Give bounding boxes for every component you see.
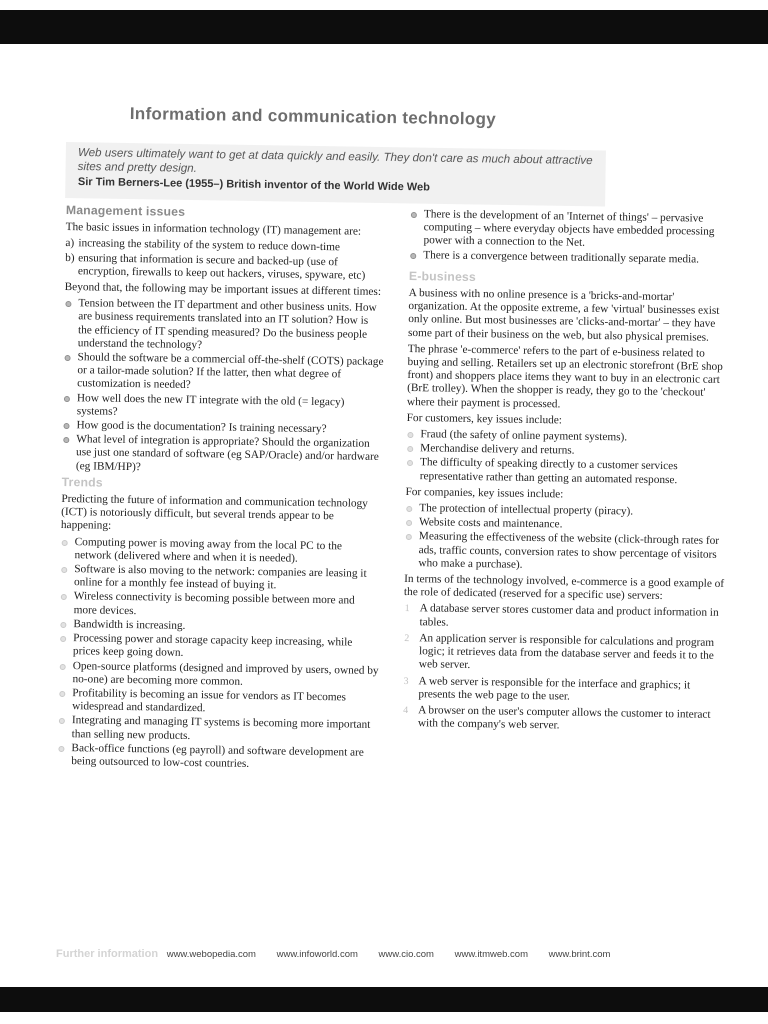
list-item: There is the development of an 'Internet of things' – pervasive computing – where everyday objects have embedded processing power with a connection to the Net. (409, 208, 730, 253)
customers-intro: For customers, key issues include: (406, 411, 563, 427)
list-marker: b) (65, 251, 75, 264)
ebusiness-paragraph-1: A business with no online presence is a 'bricks-and-mortar' organization. At the opposite extreme, a few 'virtual' businesses exist only online. But most businesses are 'clicks-and-mortar' – they have some part of their business on the web, but also physical premises. (407, 287, 720, 344)
footer-link[interactable]: www.brint.com (548, 949, 611, 960)
list-item: Processing power and storage capacity keep increasing, while prices keep going down. (59, 632, 379, 663)
list-number: 2 (404, 632, 410, 644)
trends-heading: Trends (61, 474, 103, 490)
list-item: Tension between the IT department and other business units. How are business requirements translated into an IT solution? How is the efficiency of IT spending measured? Do the business people understand the technology? (64, 297, 385, 355)
management-issues-list (62, 297, 385, 478)
list-item: The difficulty of speaking directly to a customer services representative rather than getting an automated response. (406, 456, 726, 487)
list-item-text: A web server is responsible for the interface and graphics; it presents the web page to the user. (418, 674, 691, 703)
list-item: How good is the documentation? Is training necessary? (62, 419, 382, 437)
trends-intro: Predicting the future of information and communication technology (ICT) is notoriously difficult, but several trends appear to be happening: (60, 493, 368, 533)
footer-link[interactable]: www.infoworld.com (276, 949, 358, 960)
list-item-text: A database server stores customer data and product information in tables. (419, 602, 719, 629)
further-information-footer (56, 948, 736, 960)
right-column (402, 208, 730, 738)
footer-link[interactable]: www.webopedia.com (166, 949, 256, 960)
list-item: What level of integration is appropriate? Should the organization use just one standard of software (eg SAP/Oracle) and/or hardware (eg IBM/HP)? (62, 433, 383, 478)
list-item: Measuring the effectiveness of the website (click-through rates for ads, traffic counts, conversion rates to show percentage of visitors who make a purchase). (404, 530, 725, 575)
footer-link[interactable]: www.cio.com (378, 949, 434, 960)
list-item: Merchandise delivery and returns. (406, 442, 726, 460)
ebusiness-heading: E-business (408, 268, 477, 284)
list-number: 4 (403, 704, 409, 716)
list-item: Website costs and maintenance. (405, 516, 725, 534)
page-title: Information and communication technology (129, 104, 497, 129)
companies-intro: For companies, key issues include: (405, 485, 564, 501)
left-column (57, 204, 386, 776)
list-item-text: An application server is responsible for calculations and program logic; it retrieves data from the database server and feeds it to the web server. (418, 632, 715, 672)
list-item-text: A browser on the user's computer allows the customer to interact with the company's web server. (417, 704, 711, 732)
list-item-text: ensuring that information is secure and backed-up (use of encryption, firewalls to keep out hackers, viruses, spyware, etc) (77, 251, 366, 282)
scan-bottom-border (0, 987, 768, 1012)
management-intro: The basic issues in information technology (IT) management are: (65, 221, 362, 238)
list-item: Computing power is moving away from the local PC to the network (delivered where and when it is needed). (60, 536, 380, 567)
list-item: Software is also moving to the network: companies are leasing it online for a monthly fee instead of buying it. (60, 563, 380, 594)
footer-label: Further information (56, 948, 159, 960)
ebusiness-paragraph-2: The phrase 'e-commerce' refers to the part of e-business related to buying and selling. Retailers set up an electronic storefront (BrE shop front) and shoppers place items they want to buy in an electronic cart (BrE trolley). When the shopper is ready, they go to the 'checkout' where their payment is processed. (406, 342, 723, 411)
servers-intro: In terms of the technology involved, e-commerce is a good example of the role of dedicated (reserved for a specific use) servers: (403, 573, 725, 603)
trends-list (57, 536, 381, 773)
list-item (403, 602, 723, 633)
list-item: The protection of intellectual property (piracy). (405, 502, 725, 520)
list-item (402, 674, 722, 705)
list-item: Should the software be a commercial off-the-shelf (COTS) package or a tailor-made solution? If the latter, then what degree of customization is needed? (63, 351, 384, 396)
list-item (402, 704, 722, 735)
list-number: 3 (403, 675, 409, 687)
servers-list (402, 602, 724, 735)
list-item: Bandwidth is increasing. (59, 618, 379, 636)
beyond-paragraph: Beyond that, the following may be important issues at different times: (64, 281, 382, 298)
trends-list-continued (409, 208, 730, 267)
list-item (65, 252, 385, 283)
list-item (403, 632, 724, 677)
quote-author: Sir Tim Berners-Lee (1955–) British inventor of the World Wide Web (77, 176, 430, 194)
list-item: Fraud (the safety of online payment systems). (406, 428, 726, 446)
basic-issues-list (65, 237, 386, 283)
list-marker: a) (65, 237, 75, 250)
list-number: 1 (404, 603, 410, 615)
list-item: Integrating and managing IT systems is becoming more important than selling new products. (58, 714, 378, 745)
company-issues-list (404, 502, 725, 575)
list-item: Open-source platforms (designed and improved by users, owned by no-one) are becoming more common. (58, 659, 378, 690)
list-item: There is a convergence between traditionally separate media. (409, 249, 729, 267)
list-item: Back-office functions (eg payroll) and software development are being outsourced to low-cost countries. (57, 742, 377, 773)
list-item: How well does the new IT integrate with the old (= legacy) systems? (63, 392, 383, 423)
scan-top-border (0, 10, 768, 44)
management-heading: Management issues (65, 203, 186, 219)
list-item-text: increasing the stability of the system to reduce down-time (78, 237, 341, 254)
footer-link[interactable]: www.itmweb.com (454, 949, 528, 960)
list-item: Profitability is becoming an issue for vendors as IT becomes widespread and standardized. (58, 687, 378, 718)
list-item: Wireless connectivity is becoming possible between more and more devices. (60, 590, 380, 621)
quote-text: Web users ultimately want to get at data quickly and easily. They don't care as much about attractive sites and pretty design. (77, 146, 593, 175)
customer-issues-list (406, 428, 727, 488)
